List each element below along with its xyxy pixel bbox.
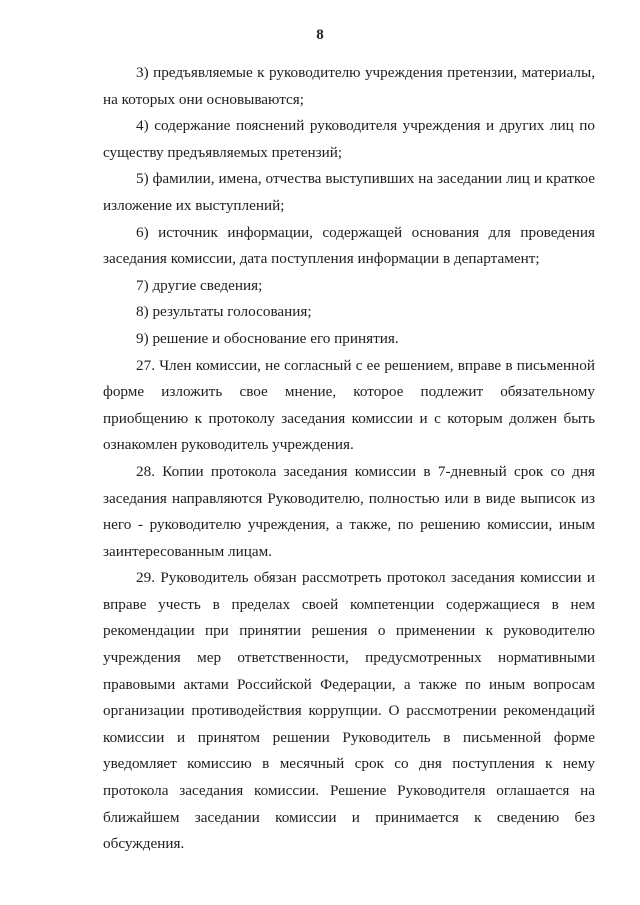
list-item-4: 4) содержание пояснений руководителя учреждения и других лиц по существу предъявляемых претензий; xyxy=(103,117,595,161)
list-item-9: 9) решение и обоснование его принятия. xyxy=(136,329,399,347)
list-item-7: 7) другие сведения; xyxy=(136,276,263,294)
list-item-5: 5) фамилии, имена, отчества выступивших на заседании лиц и краткое изложение их выступлений; xyxy=(103,170,595,214)
paragraph-27: 27. Член комиссии, не согласный с ее решением, вправе в письменной форме изложить свое мнение, которое подлежит обязательному приобщению к протоколу заседания комиссии и с которым должен быть ознакомлен руководитель учреждения. xyxy=(103,356,595,454)
paragraph-29: 29. Руководитель обязан рассмотреть протокол заседания комиссии и вправе учесть в пределах своей компетенции содержащиеся в нем рекомендации при принятии решения о применении к руководителю учреждения мер ответственности, предусмотренных нормативными правовыми актами Российской Федерации, а также по иным вопросам организации противодействия коррупции. О рассмотрении рекомендаций комиссии и принятом решении Руководитель в письменной форме уведомляет комиссию в месячный срок со дня поступления к нему протокола заседания комиссии. Решение Руководителя оглашается на ближайшем заседании комиссии и принимается к сведению без обсуждения. xyxy=(103,569,595,853)
paragraph-28: 28. Копии протокола заседания комиссии в 7-дневный срок со дня заседания направляются Руководителю, полностью или в виде выписок из него - руководителю учреждения, а также, по решению комиссии, иным заинтересованным лицам. xyxy=(103,462,595,560)
list-item-3: 3) предъявляемые к руководителю учреждения претензии, материалы, на которых они основываются; xyxy=(103,64,595,108)
list-item-8: 8) результаты голосования; xyxy=(136,303,312,321)
list-item-6: 6) источник информации, содержащей основания для проведения заседания комиссии, дата поступления информации в департамент; xyxy=(103,223,595,268)
page-number: 8 xyxy=(316,27,324,43)
document-body xyxy=(103,60,595,858)
